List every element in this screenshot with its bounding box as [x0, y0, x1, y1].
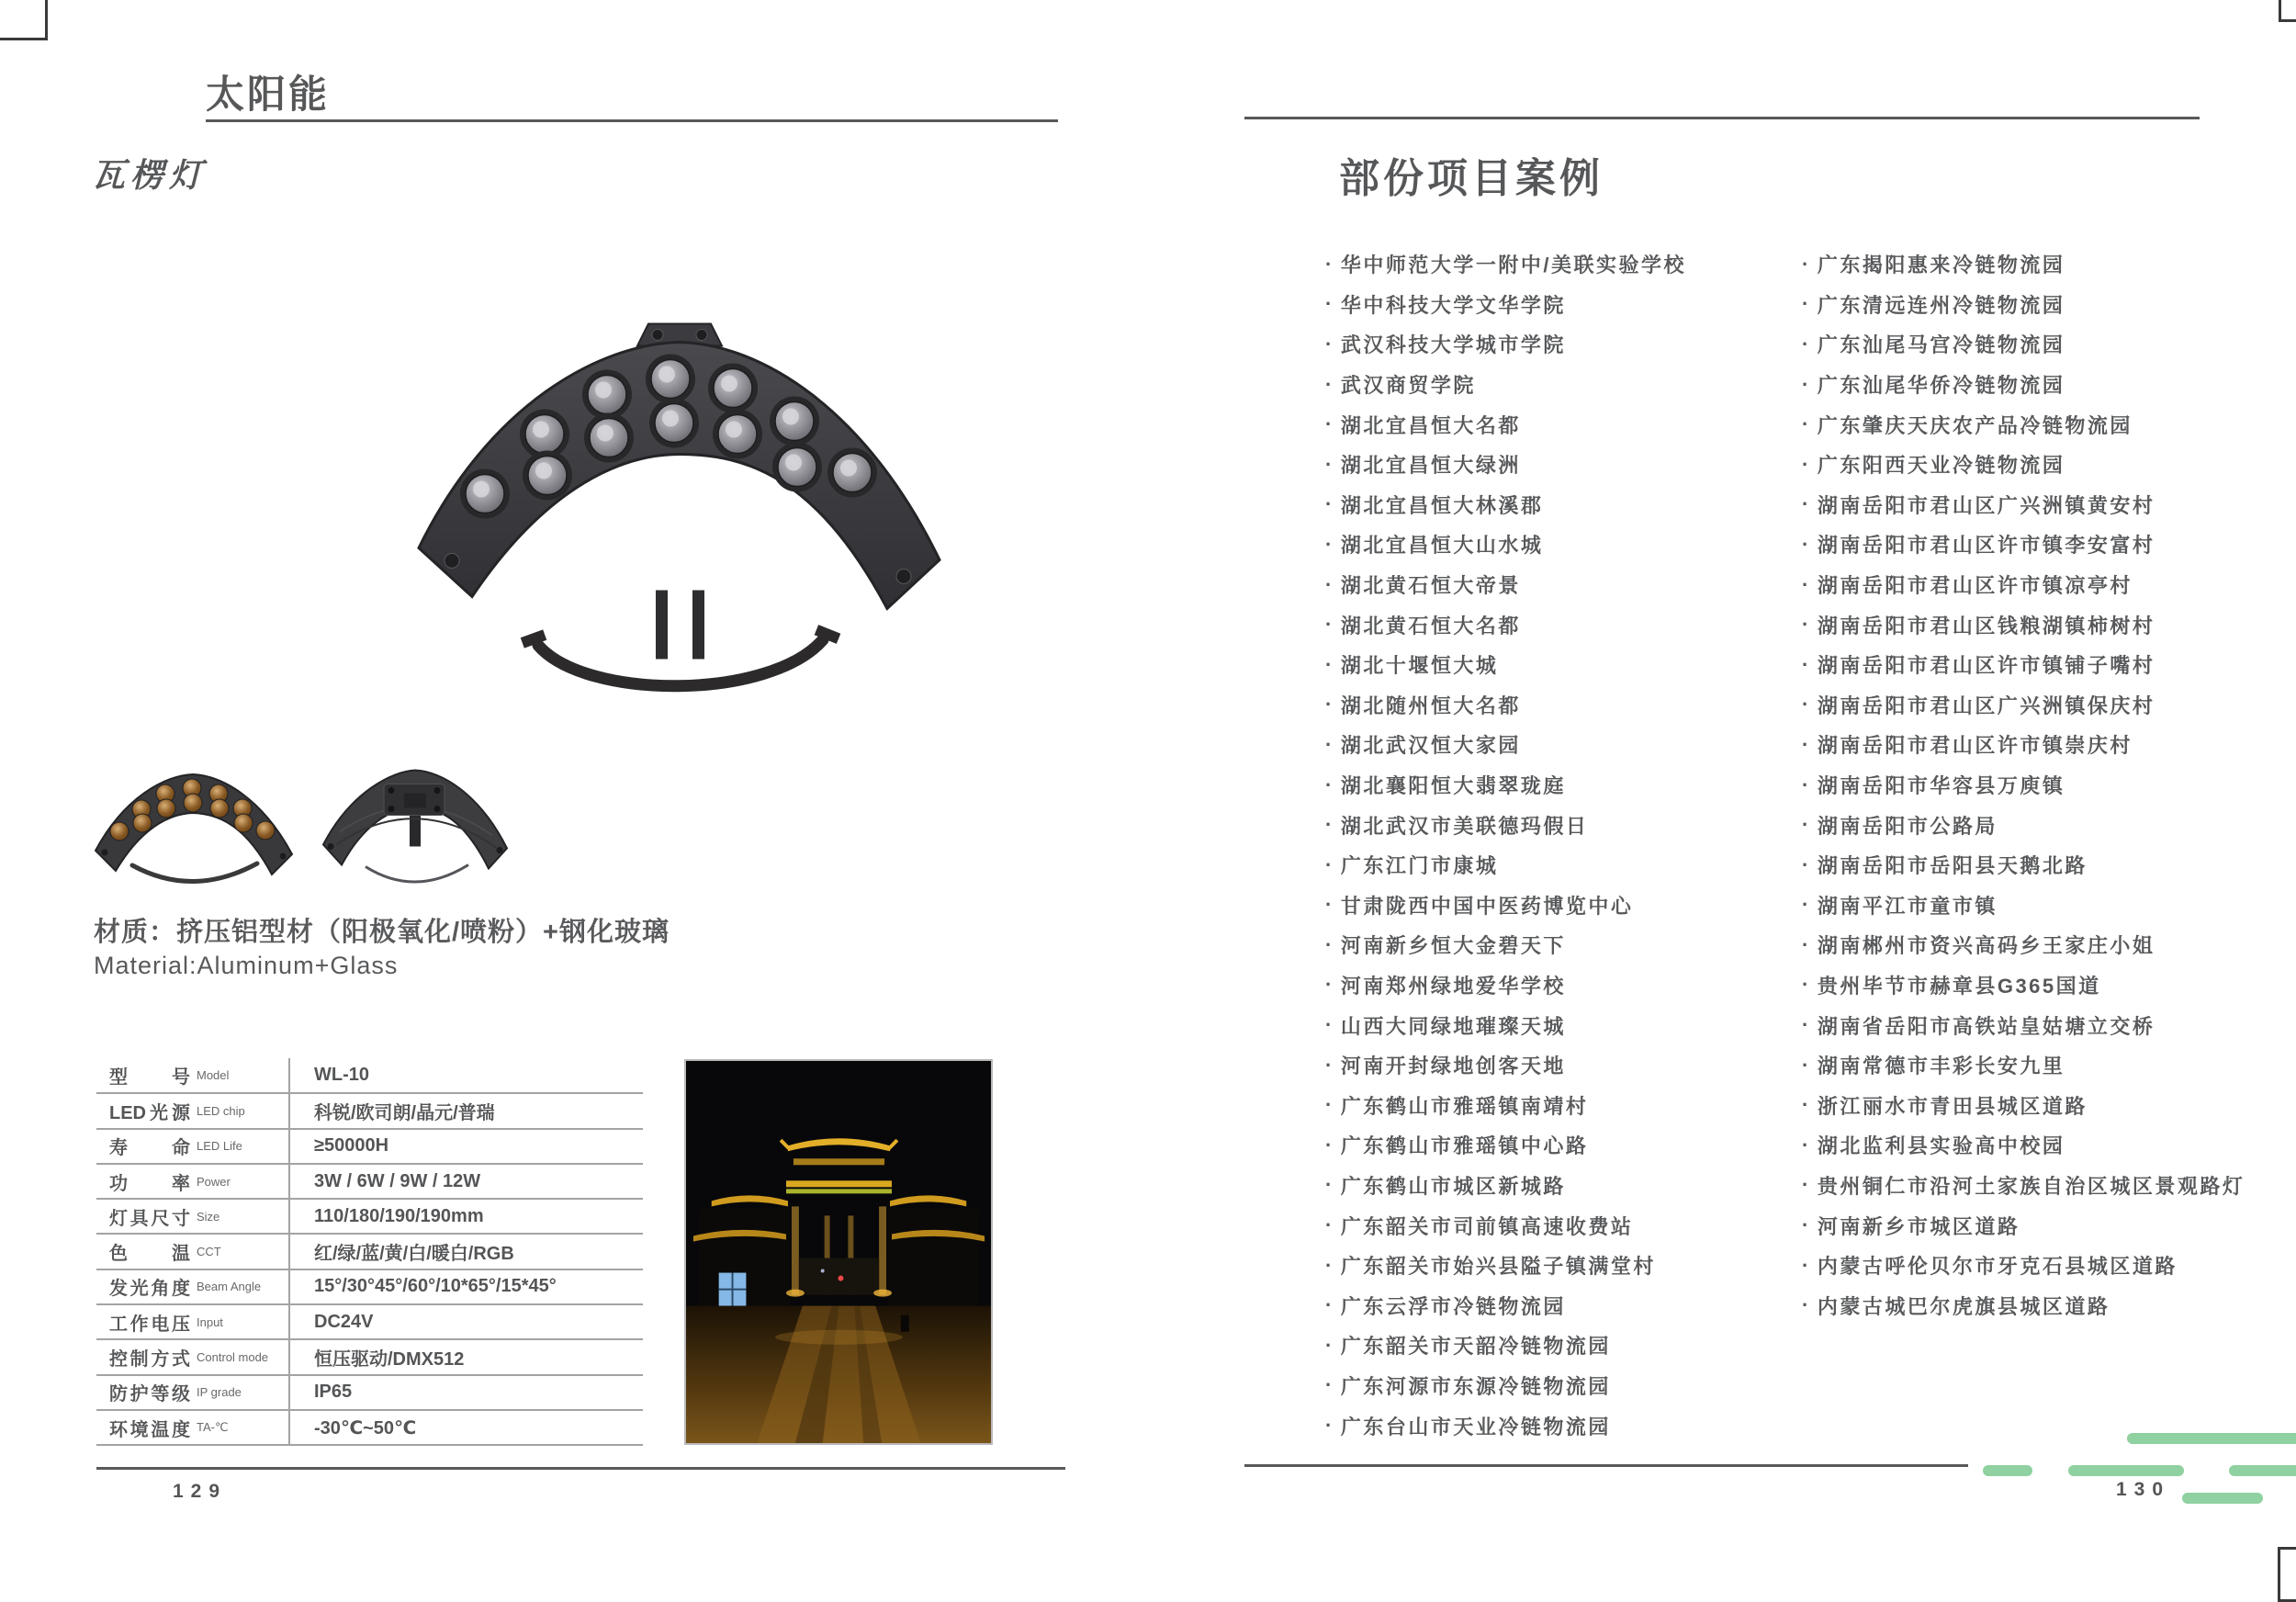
spec-row	[96, 1410, 643, 1445]
bracket-post	[692, 591, 704, 660]
case-item	[1325, 244, 1803, 285]
case-item	[1802, 1285, 2279, 1326]
case-text: 浙江丽水市青田县城区道路	[1817, 1094, 2088, 1118]
spec-label-cn: 型 号	[109, 1067, 190, 1089]
bullet-icon: ·	[1325, 893, 1334, 917]
bullet-icon: ·	[1802, 372, 1811, 396]
spec-label-en: Input	[197, 1314, 223, 1329]
bullet-icon: ·	[1802, 452, 1811, 476]
spec-label	[96, 1199, 289, 1234]
spec-label-cn: 控制方式	[109, 1349, 190, 1371]
spec-row	[96, 1093, 643, 1128]
bullet-icon: ·	[1325, 693, 1334, 716]
case-text: 武汉科技大学城市学院	[1340, 333, 1566, 357]
product-title: 瓦楞灯	[92, 156, 208, 194]
case-text: 湖南岳阳市华容县万庾镇	[1817, 774, 2065, 798]
bullet-icon: ·	[1325, 1253, 1334, 1277]
case-item	[1802, 765, 2279, 806]
case-text: 湖南常德市丰彩长安九里	[1817, 1055, 2065, 1078]
case-text: 广东汕尾马宫冷链物流园	[1817, 333, 2065, 357]
green-deco-bar	[2229, 1465, 2296, 1476]
case-text: 河南郑州绿地爱华学校	[1340, 974, 1566, 998]
screw	[388, 787, 395, 794]
case-text: 湖北武汉市美联德玛假日	[1340, 814, 1589, 838]
case-text: 湖南岳阳市君山区钱粮湖镇柿树村	[1817, 614, 2155, 637]
case-item	[1325, 1246, 1803, 1286]
material-line-cn: 材质：挤压铝型材（阳极氧化/喷粉）+钢化玻璃	[94, 918, 670, 947]
spec-value: ≥50000H	[289, 1129, 643, 1164]
case-text: 华中科技大学文华学院	[1340, 293, 1566, 317]
spec-label-cn: 功 率	[109, 1173, 190, 1194]
case-item	[1325, 1326, 1803, 1366]
case-item	[1802, 324, 2279, 365]
spec-value: 恒压驱动/DMX512	[289, 1339, 643, 1374]
spec-value: 15°/30°45°/60°/10*65°/15*45°	[289, 1269, 643, 1304]
case-text: 广东汕尾华侨冷链物流园	[1817, 374, 2065, 398]
case-item	[1802, 886, 2279, 926]
spec-row	[96, 1058, 643, 1093]
case-text: 广东河源市东源冷链物流园	[1340, 1374, 1611, 1398]
spec-value: 科锐/欧司朗/晶元/普瑞	[289, 1093, 643, 1128]
case-text: 湖南岳阳市君山区许市镇铺子嘴村	[1817, 654, 2155, 678]
case-text: 湖北襄阳恒大翡翠珑庭	[1340, 774, 1566, 798]
case-item	[1325, 285, 1803, 325]
screw	[102, 850, 108, 856]
spec-row	[96, 1199, 643, 1234]
case-item	[1325, 324, 1803, 365]
bullet-icon: ·	[1802, 1173, 1811, 1197]
bullet-icon: ·	[1325, 1173, 1334, 1197]
case-item	[1325, 925, 1803, 965]
green-deco-bar	[2127, 1433, 2296, 1444]
spec-label	[96, 1410, 289, 1445]
case-text: 湖北黄石恒大名都	[1340, 614, 1521, 637]
bullet-icon: ·	[1325, 613, 1334, 637]
case-item	[1802, 285, 2279, 325]
spec-value: -30℃~50℃	[289, 1410, 643, 1445]
case-text: 湖南岳阳市公路局	[1817, 814, 1998, 838]
case-text: 贵州毕节市赫章县G365国道	[1817, 974, 2101, 998]
case-text: 河南新乡恒大金碧天下	[1340, 934, 1566, 958]
case-text: 广东阳西天业冷链物流园	[1817, 454, 2065, 478]
bullet-icon: ·	[1802, 773, 1811, 796]
case-text: 湖南省岳阳市高铁站皇姑塘立交桥	[1817, 1014, 2155, 1038]
spec-table	[96, 1058, 643, 1446]
case-item	[1325, 1125, 1803, 1166]
case-text: 山西大同绿地璀璨天城	[1340, 1014, 1566, 1038]
bullet-icon: ·	[1325, 1213, 1334, 1237]
case-text: 河南新乡市城区道路	[1817, 1214, 2020, 1238]
spec-value: 110/180/190/190mm	[289, 1199, 643, 1234]
product-photo-main	[384, 314, 981, 723]
screw	[328, 843, 334, 850]
bullet-icon: ·	[1325, 372, 1334, 396]
case-text: 广东揭阳惠来冷链物流园	[1817, 254, 2065, 277]
case-text: 湖北宜昌恒大名都	[1340, 413, 1521, 437]
bullet-icon: ·	[1802, 532, 1811, 556]
case-item	[1802, 1085, 2279, 1125]
bullet-icon: ·	[1325, 1133, 1334, 1156]
bullet-icon: ·	[1802, 412, 1811, 436]
bullet-icon: ·	[1802, 732, 1811, 756]
case-item	[1325, 685, 1803, 726]
case-text: 河南开封绿地创客天地	[1340, 1055, 1566, 1078]
case-item	[1802, 965, 2279, 1006]
bullet-icon: ·	[1325, 652, 1334, 676]
case-text: 广东台山市天业冷链物流园	[1340, 1415, 1611, 1438]
case-text: 广东韶关市天韶冷链物流园	[1340, 1335, 1611, 1359]
bullet-icon: ·	[1802, 1053, 1811, 1077]
mounting-bracket	[538, 640, 823, 686]
case-item	[1325, 1366, 1803, 1406]
case-item	[1802, 685, 2279, 726]
product-thumb-front	[83, 762, 308, 891]
case-text: 湖北随州恒大名都	[1340, 694, 1521, 717]
case-item	[1802, 1166, 2279, 1206]
case-item	[1325, 525, 1803, 565]
case-item	[1325, 765, 1803, 806]
case-text: 甘肃陇西中国中医药博览中心	[1340, 894, 1634, 918]
footer-rule-left	[96, 1467, 1065, 1470]
screw	[434, 787, 441, 794]
spec-label	[96, 1164, 289, 1199]
case-text: 内蒙古呼伦贝尔市牙克石县城区道路	[1817, 1255, 2178, 1279]
case-text: 广东江门市康城	[1340, 854, 1499, 878]
spec-label-en: LED chip	[197, 1103, 245, 1118]
case-item	[1325, 445, 1803, 485]
night-archway-illustration	[686, 1061, 991, 1443]
spec-label-en: Control mode	[197, 1350, 269, 1365]
wl10-fixture-illustration	[384, 314, 981, 723]
bullet-icon: ·	[1802, 852, 1811, 876]
case-text: 广东清远连州冷链物流园	[1817, 293, 2065, 317]
bullet-icon: ·	[1802, 973, 1811, 997]
bullet-icon: ·	[1802, 1013, 1811, 1037]
spec-value: DC24V	[289, 1304, 643, 1339]
bullet-icon: ·	[1325, 532, 1334, 556]
spec-label	[96, 1234, 289, 1269]
bullet-icon: ·	[1325, 452, 1334, 476]
case-item	[1325, 604, 1803, 645]
spec-row	[96, 1129, 643, 1164]
spec-label-en: Size	[197, 1209, 220, 1224]
case-text: 湖北宜昌恒大山水城	[1340, 534, 1544, 558]
spec-label-en: Power	[197, 1174, 231, 1189]
case-text: 湖南郴州市资兴高码乡王家庄小姐	[1817, 934, 2155, 958]
case-item	[1325, 965, 1803, 1006]
bullet-icon: ·	[1802, 932, 1811, 956]
screw	[497, 847, 503, 853]
case-item	[1802, 1246, 2279, 1286]
crop-mark-top-left	[0, 0, 48, 40]
bullet-icon: ·	[1802, 332, 1811, 355]
bullet-icon: ·	[1802, 1133, 1811, 1156]
bullet-icon: ·	[1802, 492, 1811, 516]
bullet-icon: ·	[1325, 1333, 1334, 1357]
case-item	[1325, 1085, 1803, 1125]
case-text: 湖北十堰恒大城	[1340, 654, 1499, 678]
case-item	[1325, 1405, 1803, 1446]
material-line-en: Material:Aluminum+Glass	[94, 952, 399, 979]
bullet-icon: ·	[1325, 813, 1334, 837]
application-photo	[684, 1059, 993, 1445]
bracket-post	[656, 591, 668, 660]
spec-label	[96, 1058, 289, 1093]
bullet-icon: ·	[1325, 1093, 1334, 1117]
case-item	[1325, 1045, 1803, 1086]
spec-label-en: Model	[197, 1068, 230, 1083]
case-text: 湖北宜昌恒大绿洲	[1340, 454, 1521, 478]
bullet-icon: ·	[1325, 332, 1334, 355]
bullet-icon: ·	[1325, 572, 1334, 596]
bullet-icon: ·	[1802, 613, 1811, 637]
case-text: 湖北黄石恒大帝景	[1340, 574, 1521, 598]
spec-label-en: LED Life	[197, 1139, 242, 1154]
case-item	[1325, 845, 1803, 886]
bullet-icon: ·	[1802, 813, 1811, 837]
case-item	[1802, 805, 2279, 845]
thumb-front-illustration	[83, 762, 308, 891]
case-item	[1802, 525, 2279, 565]
case-item	[1802, 725, 2279, 765]
case-text: 广东云浮市冷链物流园	[1340, 1294, 1566, 1318]
screw	[696, 330, 707, 341]
bullet-icon: ·	[1802, 292, 1811, 316]
green-deco-bar	[2068, 1465, 2184, 1476]
spec-label-cn: 防护等级	[109, 1384, 190, 1405]
spec-label	[96, 1339, 289, 1374]
case-item	[1802, 565, 2279, 605]
bullet-icon: ·	[1325, 1414, 1334, 1438]
spec-row	[96, 1269, 643, 1304]
case-item	[1802, 1205, 2279, 1246]
bullet-icon: ·	[1325, 292, 1334, 316]
bullet-icon: ·	[1325, 973, 1334, 997]
bracket	[132, 863, 257, 882]
spec-label-cn: LED光源	[109, 1102, 190, 1123]
page-number-left: 129	[173, 1481, 228, 1502]
bullet-icon: ·	[1325, 492, 1334, 516]
bullet-icon: ·	[1802, 893, 1811, 917]
right-page-top-rule	[1244, 117, 2200, 119]
bullet-icon: ·	[1325, 773, 1334, 796]
case-text: 湖南岳阳市君山区广兴洲镇黄安村	[1817, 493, 2155, 517]
case-item	[1802, 1125, 2279, 1166]
case-text: 湖南平江市童市镇	[1817, 894, 1998, 918]
spec-label	[96, 1093, 289, 1128]
bullet-icon: ·	[1325, 1053, 1334, 1077]
mount-post	[410, 816, 421, 847]
spec-label-en: Beam Angle	[197, 1280, 262, 1294]
case-text: 湖南岳阳市君山区许市镇崇庆村	[1817, 734, 2133, 758]
spec-label-cn: 环境温度	[109, 1419, 190, 1440]
spec-label	[96, 1269, 289, 1304]
spec-label-en: TA-℃	[197, 1420, 229, 1435]
spec-value: 红/绿/蓝/黄/白/暖白/RGB	[289, 1234, 643, 1269]
case-item	[1325, 404, 1803, 445]
case-text: 湖北宜昌恒大林溪郡	[1340, 493, 1544, 517]
bullet-icon: ·	[1802, 1093, 1811, 1117]
case-item	[1802, 445, 2279, 485]
case-text: 广东韶关市司前镇高速收费站	[1340, 1214, 1634, 1238]
case-text: 湖南岳阳市君山区许市镇凉亭村	[1817, 574, 2133, 598]
spec-row	[96, 1339, 643, 1374]
case-text: 湖北武汉恒大家园	[1340, 734, 1521, 758]
spec-value: WL-10	[289, 1058, 643, 1093]
bullet-icon: ·	[1802, 572, 1811, 596]
bullet-icon: ·	[1802, 1213, 1811, 1237]
spec-label-cn: 工作电压	[109, 1314, 190, 1335]
case-text: 广东韶关市始兴县隘子镇满堂村	[1340, 1255, 1656, 1279]
spec-row	[96, 1375, 643, 1410]
cases-column-right	[1802, 244, 2279, 1326]
green-deco-bar	[2182, 1493, 2263, 1504]
case-item	[1802, 1005, 2279, 1045]
case-item	[1802, 925, 2279, 965]
screw	[434, 806, 441, 812]
spec-label-cn: 发光角度	[109, 1279, 190, 1300]
spec-label-cn: 寿 命	[109, 1138, 190, 1159]
bullet-icon: ·	[1325, 1013, 1334, 1037]
cases-column-left	[1325, 244, 1803, 1446]
junction-box	[404, 794, 426, 808]
category-title: 太阳能	[206, 73, 331, 116]
case-item	[1325, 886, 1803, 926]
bullet-icon: ·	[1802, 693, 1811, 716]
case-item	[1325, 725, 1803, 765]
product-thumb-back	[312, 759, 519, 895]
spec-value: 3W / 6W / 9W / 12W	[289, 1164, 643, 1199]
case-item	[1802, 604, 2279, 645]
screw	[280, 853, 287, 860]
screw	[445, 554, 459, 569]
case-item	[1325, 805, 1803, 845]
bullet-icon: ·	[1802, 1293, 1811, 1317]
spec-label-en: CCT	[197, 1245, 221, 1259]
green-deco-bar	[1983, 1465, 2032, 1476]
bullet-icon: ·	[1325, 732, 1334, 756]
screw	[652, 330, 663, 341]
spec-label	[96, 1375, 289, 1410]
case-item	[1325, 565, 1803, 605]
screw	[896, 570, 911, 584]
case-item	[1325, 365, 1803, 405]
spec-label-cn: 色 温	[109, 1244, 190, 1265]
bullet-icon: ·	[1802, 652, 1811, 676]
crop-mark-top-right	[2279, 0, 2296, 22]
case-item	[1802, 485, 2279, 525]
bracket	[366, 865, 468, 883]
case-text: 湖北监利县实验高中校园	[1817, 1134, 2065, 1158]
spec-label-en: IP grade	[197, 1385, 242, 1400]
case-item	[1325, 1166, 1803, 1206]
case-item	[1802, 645, 2279, 685]
case-item	[1802, 1045, 2279, 1086]
case-text: 贵州铜仁市沿河土家族自治区城区景观路灯	[1817, 1174, 2245, 1198]
spec-label	[96, 1129, 289, 1164]
case-item	[1325, 1005, 1803, 1045]
spec-row	[96, 1164, 643, 1199]
case-item	[1802, 845, 2279, 886]
spec-value: IP65	[289, 1375, 643, 1410]
case-item	[1325, 1285, 1803, 1326]
spec-row	[96, 1234, 643, 1269]
bullet-icon: ·	[1325, 1373, 1334, 1397]
case-text: 广东鹤山市雅瑶镇中心路	[1340, 1134, 1589, 1158]
case-text: 武汉商贸学院	[1340, 374, 1476, 398]
case-text: 华中师范大学一附中/美联实验学校	[1340, 254, 1686, 277]
bullet-icon: ·	[1325, 252, 1334, 276]
case-text: 广东鹤山市雅瑶镇南靖村	[1340, 1094, 1589, 1118]
case-item	[1325, 485, 1803, 525]
case-item	[1802, 404, 2279, 445]
bullet-icon: ·	[1325, 412, 1334, 436]
thumb-back-illustration	[312, 759, 519, 895]
case-text: 湖南岳阳市君山区广兴洲镇保庆村	[1817, 694, 2155, 717]
case-item	[1325, 1205, 1803, 1246]
footer-rule-right	[1244, 1464, 1968, 1467]
bullet-icon: ·	[1325, 1293, 1334, 1317]
bullet-icon: ·	[1325, 932, 1334, 956]
case-text: 内蒙古城巴尔虎旗县城区道路	[1817, 1294, 2110, 1318]
case-item	[1802, 365, 2279, 405]
bullet-icon: ·	[1325, 852, 1334, 876]
bullet-icon: ·	[1802, 1253, 1811, 1277]
bullet-icon: ·	[1802, 252, 1811, 276]
case-text: 广东鹤山市城区新城路	[1340, 1174, 1566, 1198]
case-text: 湖南岳阳市君山区许市镇李安富村	[1817, 534, 2155, 558]
category-title-rule	[206, 119, 1058, 122]
spec-label-cn: 灯具尺寸	[109, 1208, 190, 1229]
spec-label	[96, 1304, 289, 1339]
case-item	[1802, 244, 2279, 285]
crop-mark-bottom-right	[2278, 1547, 2296, 1602]
case-item	[1325, 645, 1803, 685]
screw	[388, 806, 395, 812]
spec-row	[96, 1304, 643, 1339]
page-number-right: 130	[2116, 1479, 2171, 1500]
cases-title: 部份项目案例	[1339, 156, 1604, 201]
case-text: 广东肇庆天庆农产品冷链物流园	[1817, 413, 2133, 437]
case-text: 湖南岳阳市岳阳县天鹅北路	[1817, 854, 2088, 878]
